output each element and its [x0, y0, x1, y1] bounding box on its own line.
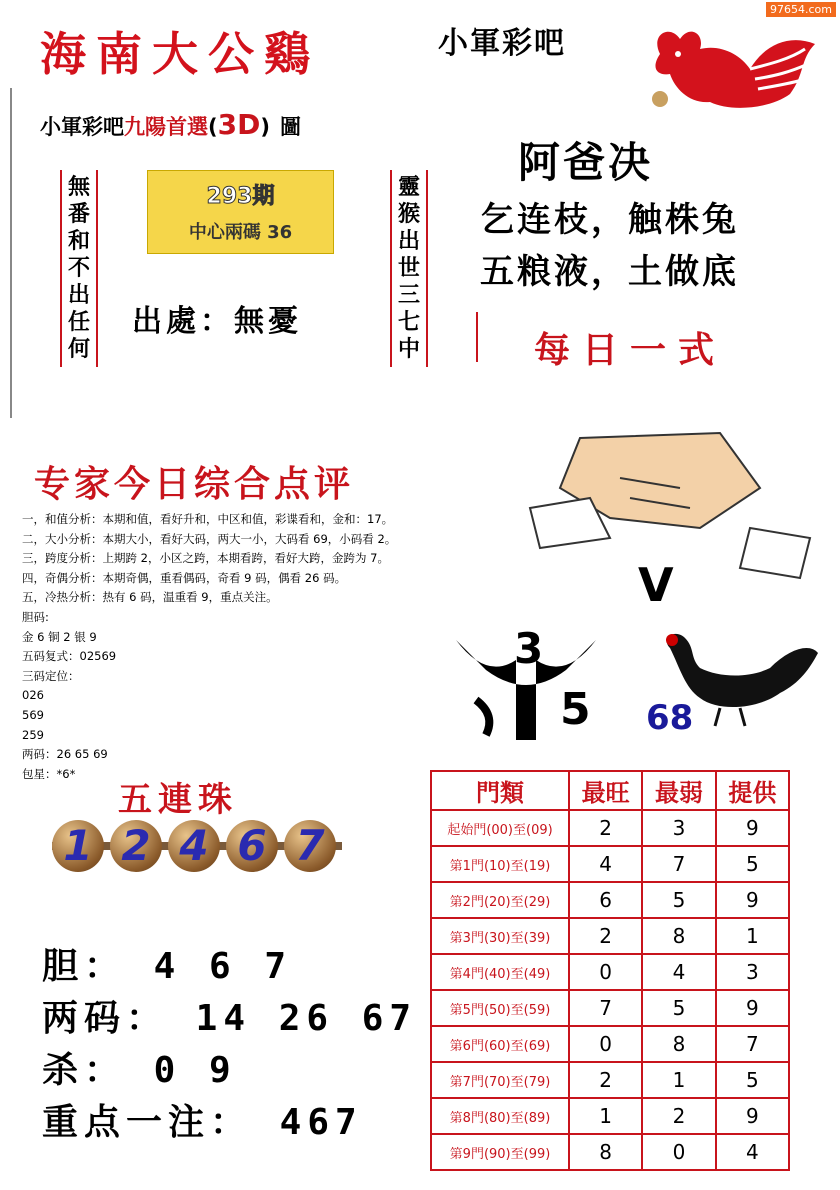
puzzle-number-3: 3: [514, 624, 544, 673]
liangma-line: 两码： 14 26 67: [42, 998, 418, 1039]
table-row: [431, 846, 789, 882]
expert-line: 569: [22, 707, 44, 722]
table-row: [431, 918, 789, 954]
verse-char: 不: [67, 256, 90, 281]
bead: 2: [110, 820, 162, 872]
divider: [476, 312, 478, 362]
table-row: [431, 810, 789, 846]
value-cell: 1: [716, 918, 789, 954]
value-cell: 5: [716, 846, 789, 882]
table-row: [431, 1134, 789, 1170]
expert-line: 金 6 铜 2 银 9: [22, 629, 97, 644]
value-cell: 2: [569, 918, 642, 954]
value-cell: 4: [569, 846, 642, 882]
door-label-cell: 第4門(40)至(49): [431, 954, 569, 990]
column-header: 提供: [716, 771, 789, 810]
header-paren-open: (: [208, 115, 218, 139]
value-cell: 7: [569, 990, 642, 1026]
site-badge: 97654.com: [766, 2, 836, 17]
verse-char: 三: [397, 283, 420, 308]
verse-char: 七: [397, 310, 420, 335]
value-cell: 6: [569, 882, 642, 918]
column-header: 最旺: [569, 771, 642, 810]
value-cell: 4: [642, 954, 715, 990]
verse-char: 何: [67, 337, 90, 362]
expert-line: 三码定位：: [22, 668, 80, 683]
verse-char: 世: [397, 256, 420, 281]
left-verse-column: [60, 170, 98, 367]
door-label-cell: 第1門(10)至(19): [431, 846, 569, 882]
door-label-cell: 第8門(80)至(89): [431, 1098, 569, 1134]
header-suffix: 圖: [279, 115, 301, 139]
expert-line: 三，跨度分析：上期跨 2，小区之跨，本期看跨，看好大跨，金跨为 7。: [22, 551, 389, 566]
expert-line: 胆码:: [22, 609, 49, 624]
door-label-cell: 第7門(70)至(79): [431, 1062, 569, 1098]
value-cell: 2: [569, 810, 642, 846]
value-cell: 0: [569, 1026, 642, 1062]
verse-char: 出: [67, 283, 90, 308]
verse-char: 猴: [397, 202, 420, 227]
daily-formula: 每日一式: [534, 330, 727, 371]
value-cell: 1: [642, 1062, 715, 1098]
expert-line: 五，冷热分析：热有 6 码，温重看 9，重点关注。: [22, 590, 278, 605]
value-cell: 5: [716, 1062, 789, 1098]
door-label-cell: 第9門(90)至(99): [431, 1134, 569, 1170]
poem-line-1: 乞连枝，触株兔: [480, 200, 739, 240]
expert-line: 四，奇偶分析：本期奇偶，重看偶码，奇看 9 码，偶看 26 码。: [22, 570, 347, 585]
dan-line: 胆： 4 6 7: [42, 946, 293, 987]
3d-panel-header: [40, 108, 301, 141]
table-row: [431, 1062, 789, 1098]
value-cell: 9: [716, 990, 789, 1026]
header-paren-close: ): [260, 115, 270, 139]
issue-number: 293期: [206, 184, 275, 209]
black-rooster-icon: [650, 628, 820, 728]
verse-char: 和: [67, 229, 90, 254]
value-cell: 8: [642, 1026, 715, 1062]
door-label-cell: 第2門(20)至(29): [431, 882, 569, 918]
verse-char: 出: [397, 229, 420, 254]
value-cell: 2: [642, 1098, 715, 1134]
expert-line: 包星：*6*: [22, 766, 76, 781]
door-label-cell: 第3門(30)至(39): [431, 918, 569, 954]
puzzle-number-5: 5: [560, 684, 591, 735]
brand-name: 小軍彩吧: [438, 26, 566, 61]
poem-line-2: 五粮液，土做底: [480, 252, 739, 292]
column-header: 門類: [431, 771, 569, 810]
expert-line: 一，和值分析：本期和值，看好升和，中区和值，彩谍看和，金和：17。: [22, 512, 394, 526]
value-cell: 0: [569, 954, 642, 990]
puzzle-number-68: 68: [646, 698, 694, 738]
page-title: 海南大公鷄: [40, 27, 320, 81]
value-cell: 5: [642, 990, 715, 1026]
bead: 7: [284, 820, 336, 872]
bead: 4: [168, 820, 220, 872]
door-table: [430, 770, 790, 1171]
issue-panel: [147, 170, 334, 254]
verse-char: 靈: [397, 175, 420, 200]
value-cell: 3: [716, 954, 789, 990]
expert-line: 五码复式：02569: [22, 649, 117, 664]
poem-title: 阿爸决: [518, 138, 654, 187]
value-cell: 8: [642, 918, 715, 954]
expert-title: 专家今日综合点评: [34, 464, 355, 505]
value-cell: 9: [716, 882, 789, 918]
header-prefix: 小軍彩吧: [40, 115, 124, 139]
door-label-cell: 起始門(00)至(09): [431, 810, 569, 846]
value-cell: 7: [716, 1026, 789, 1062]
value-cell: 1: [569, 1098, 642, 1134]
expert-lines: [22, 510, 396, 784]
center-codes: 中心兩碼 36: [188, 222, 293, 243]
table-row: [431, 954, 789, 990]
verse-char: 任: [67, 310, 90, 335]
door-label-cell: 第6門(60)至(69): [431, 1026, 569, 1062]
value-cell: 8: [569, 1134, 642, 1170]
table-header-row: [431, 771, 789, 810]
expert-line: 026: [22, 688, 44, 703]
verse-char: 無: [67, 175, 90, 200]
right-verse-column: [390, 170, 428, 367]
value-cell: 9: [716, 1098, 789, 1134]
table-row: [431, 1098, 789, 1134]
column-header: 最弱: [642, 771, 715, 810]
value-cell: 2: [569, 1062, 642, 1098]
five-beads-title: 五連珠: [118, 780, 238, 820]
v-mark: V: [638, 558, 674, 612]
bead: 6: [226, 820, 278, 872]
verse-char: 中: [397, 337, 420, 362]
header-red: 九陽首選: [124, 115, 208, 139]
expert-line: 两码：26 65 69: [22, 747, 108, 762]
value-cell: 4: [716, 1134, 789, 1170]
rooster-paper-cut-icon: [630, 14, 820, 114]
bead: 1: [52, 820, 104, 872]
door-label-cell: 第5門(50)至(59): [431, 990, 569, 1026]
zhongdian-line: 重点一注： 467: [42, 1102, 363, 1143]
value-cell: 3: [642, 810, 715, 846]
value-cell: 9: [716, 810, 789, 846]
table-body: [431, 810, 789, 1170]
header-3d: 3D: [217, 108, 261, 141]
source-line: 出處：無憂: [132, 304, 302, 339]
value-cell: 7: [642, 846, 715, 882]
sha-line: 杀： 0 9: [42, 1050, 237, 1091]
five-beads: [52, 820, 342, 878]
expert-line: 259: [22, 727, 44, 742]
table-row: [431, 1026, 789, 1062]
table-row: [431, 990, 789, 1026]
verse-char: 番: [67, 202, 90, 227]
value-cell: 5: [642, 882, 715, 918]
value-cell: 0: [642, 1134, 715, 1170]
expert-line: 二，大小分析：本期大小，看好大码，两大一小，大码看 69，小码看 2。: [22, 531, 397, 546]
table-row: [431, 882, 789, 918]
